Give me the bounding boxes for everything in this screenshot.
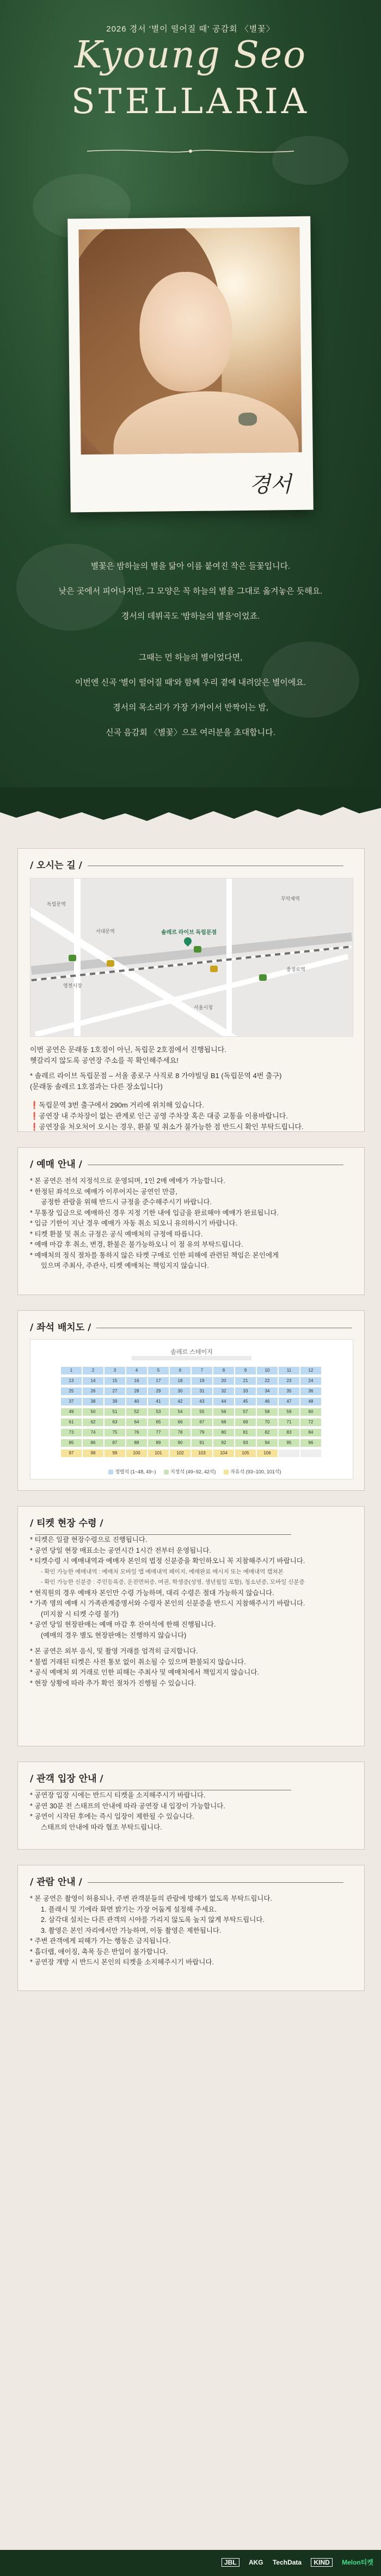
info-line: * 티켓 환불 및 취소 규정은 공식 예매처의 규정에 따릅니다. bbox=[30, 1230, 203, 1238]
seat[interactable]: 93 bbox=[235, 1439, 256, 1447]
info-line: * 현직원의 경우 예매자 본인만 수령 가능하며, 대리 수령은 절대 가능하지 않습니다. bbox=[30, 1589, 274, 1597]
seat[interactable]: 4 bbox=[126, 1367, 147, 1374]
seat[interactable]: 87 bbox=[105, 1439, 125, 1447]
seating-section bbox=[17, 1310, 365, 1491]
intro-line: 경서의 데뷔곡도 '밤하늘의 별을'이었죠. bbox=[121, 612, 260, 621]
seat[interactable]: 32 bbox=[213, 1387, 234, 1395]
venue-address: * 솔레르 라이브 독립문점 – 서울 종로구 사직로 8 가야빌딩 B1 (독립문역 4번 출구) bbox=[30, 1072, 282, 1080]
seat[interactable]: 91 bbox=[192, 1439, 212, 1447]
info-line: * 본 공연은 전석 지정석으로 운영되며, 1인 2매 예매가 가능합니다. bbox=[30, 1177, 225, 1185]
seat[interactable]: 40 bbox=[126, 1398, 147, 1405]
map-label: 서대문역 bbox=[96, 929, 115, 934]
info-line: 공정한 관람을 위해 반드시 규정을 준수해주시기 바랍니다. bbox=[41, 1198, 212, 1206]
seat[interactable]: 97 bbox=[61, 1449, 82, 1457]
seat[interactable]: 84 bbox=[300, 1429, 321, 1436]
seat[interactable] bbox=[300, 1449, 321, 1457]
seat[interactable]: 69 bbox=[235, 1418, 256, 1426]
seat[interactable]: 44 bbox=[213, 1398, 234, 1405]
seat[interactable]: 88 bbox=[126, 1439, 147, 1447]
seat-map[interactable] bbox=[30, 1339, 353, 1479]
seat[interactable]: 12 bbox=[300, 1367, 321, 1374]
reservation-text bbox=[30, 1176, 354, 1272]
seat[interactable]: 35 bbox=[279, 1387, 299, 1395]
seat[interactable]: 76 bbox=[126, 1429, 147, 1436]
info-line: 2. 삼각대 설치는 다른 관객의 시야를 가리지 않도록 높지 않게 부탁드립니다. bbox=[41, 1916, 265, 1924]
intro-line: 낮은 곳에서 피어나지만, 그 모양은 꼭 하늘의 별을 그대로 옮겨놓은 듯해요. bbox=[58, 587, 323, 596]
info-line: (문래동 솔레르 1호점과는 다른 장소입니다) bbox=[30, 1082, 163, 1091]
section-heading: / 관객 입장 안내 / bbox=[30, 1771, 364, 1795]
seat[interactable]: 29 bbox=[148, 1387, 169, 1395]
seat[interactable]: 26 bbox=[83, 1387, 103, 1395]
map-label: 충정로역 bbox=[286, 967, 305, 972]
seat[interactable]: 79 bbox=[192, 1429, 212, 1436]
seat[interactable]: 99 bbox=[105, 1449, 125, 1457]
info-line: * 본 공연은 촬영이 허용되나, 주변 관객분들의 관람에 방해가 없도록 부탁드립니다. bbox=[30, 1895, 273, 1902]
seat[interactable]: 66 bbox=[170, 1418, 190, 1426]
entry-section bbox=[17, 1762, 365, 1850]
seat[interactable]: 78 bbox=[170, 1429, 190, 1436]
legend-swatch bbox=[108, 1470, 113, 1474]
seat[interactable]: 9 bbox=[235, 1367, 256, 1374]
seat[interactable]: 19 bbox=[192, 1377, 212, 1385]
warning-icon: ❗ bbox=[30, 1101, 39, 1109]
seat[interactable]: 62 bbox=[83, 1418, 103, 1426]
ticketing-text bbox=[30, 1535, 354, 1689]
seat[interactable]: 94 bbox=[257, 1439, 278, 1447]
seat[interactable]: 3 bbox=[105, 1367, 125, 1374]
seat[interactable]: 77 bbox=[148, 1429, 169, 1436]
warning-icon: ❗ bbox=[30, 1123, 39, 1131]
station-icon bbox=[107, 960, 114, 967]
venue-map-label: 솔레르 라이브 독립문점 bbox=[161, 930, 217, 936]
map-label: 영천시장 bbox=[63, 983, 82, 988]
seat[interactable]: 46 bbox=[257, 1398, 278, 1405]
seat[interactable]: 105 bbox=[235, 1449, 256, 1457]
section-heading: / 좌석 배치도 / bbox=[30, 1320, 352, 1333]
seat[interactable]: 47 bbox=[279, 1398, 299, 1405]
seat[interactable]: 73 bbox=[61, 1429, 82, 1436]
info-line: * 공연 당일 현장판매는 예매 마감 후 잔여석에 한해 진행됩니다. bbox=[30, 1621, 216, 1628]
seat[interactable]: 86 bbox=[83, 1439, 103, 1447]
polaroid-photo bbox=[67, 216, 314, 513]
entry-text bbox=[30, 1790, 354, 1833]
info-line: * 공연장 개방 시 반드시 본인의 티켓을 소지해주시기 바랍니다. bbox=[30, 1958, 214, 1966]
legend-swatch bbox=[224, 1470, 229, 1474]
seat[interactable]: 38 bbox=[83, 1398, 103, 1405]
directions-text bbox=[30, 1044, 354, 1133]
seat[interactable]: 83 bbox=[279, 1429, 299, 1436]
sponsor-logos bbox=[214, 2558, 373, 2567]
seat[interactable]: 74 bbox=[83, 1429, 103, 1436]
seat[interactable]: 61 bbox=[61, 1418, 82, 1426]
sponsor-logo: AKG bbox=[248, 2559, 263, 2566]
info-subline: - 확인 가능한 예매내역 : 예매처 모바일 앱 예매내역 페이지, 예매완료 메시지 또는 예매내역 캡쳐본 bbox=[41, 1568, 284, 1575]
seat[interactable]: 95 bbox=[279, 1439, 299, 1447]
seat[interactable]: 52 bbox=[126, 1408, 147, 1416]
seat[interactable]: 5 bbox=[148, 1367, 169, 1374]
seat[interactable]: 11 bbox=[279, 1367, 299, 1374]
seat[interactable]: 14 bbox=[83, 1377, 103, 1385]
map-label: 독립문역 bbox=[47, 901, 66, 907]
info-line: * 주변 관객에게 피해가 가는 행동은 금지됩니다. bbox=[30, 1937, 171, 1945]
seat-legend bbox=[30, 1468, 353, 1475]
seat[interactable]: 103 bbox=[192, 1449, 212, 1457]
seat[interactable]: 39 bbox=[105, 1398, 125, 1405]
seat[interactable]: 98 bbox=[83, 1449, 103, 1457]
seat[interactable]: 27 bbox=[105, 1387, 125, 1395]
reservation-section bbox=[17, 1147, 365, 1295]
seat[interactable]: 57 bbox=[235, 1408, 256, 1416]
seat[interactable]: 106 bbox=[257, 1449, 278, 1457]
sponsor-logo: Melon티켓 bbox=[342, 2559, 373, 2566]
ticketing-section bbox=[17, 1506, 365, 1746]
seat[interactable]: 64 bbox=[126, 1418, 147, 1426]
venue-map[interactable] bbox=[30, 878, 353, 1037]
seat[interactable]: 104 bbox=[213, 1449, 234, 1457]
viewing-section bbox=[17, 1865, 365, 1991]
seat[interactable]: 49 bbox=[61, 1408, 82, 1416]
info-line: * 무통장 입금으로 예매하신 경우 지정 기한 내에 입금을 완료해야 예매가 완료됩니다. bbox=[30, 1209, 279, 1217]
seat[interactable]: 101 bbox=[148, 1449, 169, 1457]
seat[interactable]: 100 bbox=[126, 1449, 147, 1457]
intro-line: 이번엔 신곡 '별이 떨어질 때'와 함께 우리 곁에 내려앉은 별이에요. bbox=[75, 678, 306, 687]
artist-signature: 경서 bbox=[249, 472, 292, 497]
seat[interactable]: 17 bbox=[148, 1377, 169, 1385]
info-line: 헷갈리지 않도록 공연장 주소를 꼭 확인해주세요! bbox=[30, 1056, 179, 1065]
info-line: * 불법 거래된 티켓은 사전 통보 없이 취소될 수 있으며 환불되지 않습니다. bbox=[30, 1658, 246, 1666]
seat[interactable]: 21 bbox=[235, 1377, 256, 1385]
seat[interactable]: 92 bbox=[213, 1439, 234, 1447]
info-line: * 한정된 좌석으로 예매가 이루어지는 공연인 만큼, bbox=[30, 1187, 177, 1196]
seat[interactable]: 36 bbox=[300, 1387, 321, 1395]
sponsor-footer bbox=[0, 2550, 381, 2576]
seat[interactable]: 71 bbox=[279, 1418, 299, 1426]
hero-banner bbox=[0, 0, 381, 805]
seat[interactable]: 20 bbox=[213, 1377, 234, 1385]
info-line: (예매의 경우 별도 현장판매는 진행하지 않습니다) bbox=[41, 1631, 187, 1639]
intro-line: 경서의 목소리가 가장 가까이서 반짝이는 밤, bbox=[113, 703, 268, 712]
seat[interactable]: 37 bbox=[61, 1398, 82, 1405]
seat[interactable]: 6 bbox=[170, 1367, 190, 1374]
sponsor-logo: KIND bbox=[311, 2558, 332, 2567]
seat[interactable]: 30 bbox=[170, 1387, 190, 1395]
seat[interactable]: 89 bbox=[148, 1439, 169, 1447]
info-line: * 공연이 시작된 후에는 즉시 입장이 제한될 수 있습니다. bbox=[30, 1813, 194, 1820]
section-heading: / 티켓 현장 수령 / bbox=[30, 1515, 364, 1540]
info-line: 스태프의 안내에 따라 협조 부탁드립니다. bbox=[41, 1823, 162, 1831]
sponsor-logo: JBL bbox=[222, 2558, 239, 2567]
seat[interactable]: 45 bbox=[235, 1398, 256, 1405]
info-line: * 공연장 입장 시에는 반드시 티켓을 소지해주시기 바랍니다. bbox=[30, 1791, 206, 1799]
seat[interactable]: 7 bbox=[192, 1367, 212, 1374]
seat[interactable]: 51 bbox=[105, 1408, 125, 1416]
divider-ornament bbox=[82, 146, 299, 157]
seat[interactable]: 18 bbox=[170, 1377, 190, 1385]
warning-line: 독립문역 3번 출구에서 290m 거리에 위치해 있습니다. bbox=[39, 1101, 204, 1109]
info-line: (미지참 시 티켓 수령 불가) bbox=[41, 1610, 119, 1618]
info-line: 이번 공연은 문래동 1호점이 아닌, 독립문 2호점에서 진행됩니다. bbox=[30, 1046, 226, 1054]
info-line: 있으며 주최사, 주관사, 티켓 예매처는 책임지지 않습니다. bbox=[41, 1262, 209, 1270]
info-line: 3. 촬영은 본인 자리에서만 가능하며, 이동 촬영은 제한됩니다. bbox=[41, 1926, 222, 1934]
seat[interactable] bbox=[279, 1449, 299, 1457]
stage-label: 솔레르 스테이지 bbox=[170, 1349, 213, 1355]
info-line: * 본 공연은 외부 음식, 및 촬영 거래를 엄격히 금지합니다. bbox=[30, 1647, 198, 1655]
map-label: 서울시청 bbox=[194, 1005, 213, 1010]
info-line: * 예매 마감 후 취소, 변경, 환불은 불가능하오니 이 점 유의 부탁드립니다. bbox=[30, 1241, 243, 1248]
warning-icon: ❗ bbox=[30, 1112, 39, 1120]
info-subline: - 확인 가능한 신분증 : 주민등록증, 운전면허증, 여권, 학생증(성명, 생년월일 포함), 청소년증, 모바일 신분증 bbox=[41, 1579, 305, 1585]
legend-label: 지정석 (49~92, 42석) bbox=[170, 1469, 216, 1474]
seat[interactable]: 13 bbox=[61, 1377, 82, 1385]
seat[interactable]: 28 bbox=[126, 1387, 147, 1395]
seat[interactable]: 96 bbox=[300, 1439, 321, 1447]
seat[interactable]: 48 bbox=[300, 1398, 321, 1405]
seat[interactable]: 33 bbox=[235, 1387, 256, 1395]
event-eyebrow: 2026 경서 '별이 떨어질 때' 공감회 〈별꽃〉 bbox=[106, 24, 275, 34]
seat[interactable]: 34 bbox=[257, 1387, 278, 1395]
legend-swatch bbox=[164, 1470, 169, 1474]
seat[interactable]: 68 bbox=[213, 1418, 234, 1426]
station-icon bbox=[259, 974, 267, 981]
seat[interactable]: 55 bbox=[192, 1408, 212, 1416]
seat[interactable]: 63 bbox=[105, 1418, 125, 1426]
map-label: 무악재역 bbox=[281, 896, 300, 901]
legend-label: 자유석 (93~100, 101석) bbox=[230, 1469, 281, 1474]
station-icon bbox=[210, 966, 218, 972]
artist-script-title: Kyoung Seo bbox=[74, 34, 307, 77]
seat[interactable]: 82 bbox=[257, 1429, 278, 1436]
info-line: * 현장 상황에 따라 추가 확인 절차가 진행될 수 있습니다. bbox=[30, 1679, 196, 1687]
stage-block bbox=[132, 1356, 251, 1360]
seat[interactable]: 58 bbox=[257, 1408, 278, 1416]
viewing-text bbox=[30, 1894, 354, 1968]
seat[interactable]: 2 bbox=[83, 1367, 103, 1374]
intro-line: 그때는 먼 하늘의 별이었다면, bbox=[138, 653, 243, 662]
section-heading: / 관람 안내 / bbox=[30, 1874, 343, 1888]
seat[interactable]: 23 bbox=[279, 1377, 299, 1385]
info-line: * 흡더랩, 애이징, 촉목 등은 반입이 불가합니다. bbox=[30, 1947, 168, 1956]
station-icon bbox=[194, 946, 201, 953]
sponsor-logo: TechData bbox=[272, 2559, 302, 2566]
torn-paper-edge bbox=[0, 787, 381, 831]
seat[interactable]: 90 bbox=[170, 1439, 190, 1447]
info-line: * 입금 기한이 지난 경우 예매가 자동 취소 되오니 유의하시기 바랍니다. bbox=[30, 1219, 238, 1227]
warning-line: 공연장을 처오처어 오시는 경우, 환불 및 취소가 불가능한 점 반드시 확인 부탁드립니다. bbox=[39, 1123, 304, 1131]
seat[interactable]: 67 bbox=[192, 1418, 212, 1426]
seat[interactable]: 81 bbox=[235, 1429, 256, 1436]
info-line: * 티켓은 일괄 현장수령으로 진행됩니다. bbox=[30, 1536, 148, 1544]
seat[interactable]: 70 bbox=[257, 1418, 278, 1426]
seat[interactable]: 102 bbox=[170, 1449, 190, 1457]
seat[interactable]: 60 bbox=[300, 1408, 321, 1416]
seat[interactable]: 42 bbox=[170, 1398, 190, 1405]
seat[interactable]: 65 bbox=[148, 1418, 169, 1426]
artist-photo bbox=[78, 227, 302, 455]
station-icon bbox=[69, 955, 76, 961]
intro-text bbox=[0, 560, 381, 751]
seat[interactable]: 22 bbox=[257, 1377, 278, 1385]
seat[interactable]: 85 bbox=[61, 1439, 82, 1447]
venue-pin-icon bbox=[182, 936, 193, 947]
info-line: * 티켓수령 시 예매내역과 예매자 본인의 법정 신분증을 확인하오니 꼭 지참해주시기 바랍니다. bbox=[30, 1557, 305, 1565]
seat[interactable]: 1 bbox=[61, 1367, 82, 1374]
info-line: * 공식 예매처 외 거래로 인한 피해는 주최사 및 예매처에서 책임지지 않습니다. bbox=[30, 1669, 259, 1676]
seat[interactable]: 59 bbox=[279, 1408, 299, 1416]
section-heading: / 오시는 길 / bbox=[30, 857, 343, 871]
intro-line: 신곡 음감회 〈별꽃〉으로 여러분을 초대합니다. bbox=[106, 728, 275, 737]
seat[interactable]: 15 bbox=[105, 1377, 125, 1385]
event-title: STELLARIA bbox=[71, 82, 310, 122]
directions-section bbox=[17, 848, 365, 1132]
intro-line: 별꽃은 밤하늘의 별을 닮아 이름 붙여진 작은 들꽃입니다. bbox=[90, 562, 291, 571]
legend-label: 정렬석 (1~48, 49~) bbox=[115, 1469, 156, 1474]
info-line: * 가족 명의 예매 시 가족관계증명서와 수령자 본인의 신분증을 반드시 지참해주시기 바랍니다. bbox=[30, 1600, 305, 1607]
seat[interactable]: 72 bbox=[300, 1418, 321, 1426]
warning-line: 공연장 내 주차장이 없는 관계로 인근 공영 주차장 혹은 대중 교통을 이용바랍니다. bbox=[39, 1112, 288, 1120]
seat[interactable]: 16 bbox=[126, 1377, 147, 1385]
seat[interactable]: 10 bbox=[257, 1367, 278, 1374]
seat[interactable]: 25 bbox=[61, 1387, 82, 1395]
seat[interactable]: 53 bbox=[148, 1408, 169, 1416]
seat[interactable]: 31 bbox=[192, 1387, 212, 1395]
seat[interactable]: 75 bbox=[105, 1429, 125, 1436]
seat[interactable]: 50 bbox=[83, 1408, 103, 1416]
info-line: 1. 플래시 및 기에라 화면 밝기는 가장 어둡게 설정해 주세요. bbox=[41, 1905, 217, 1913]
seat[interactable]: 80 bbox=[213, 1429, 234, 1436]
seat[interactable]: 8 bbox=[213, 1367, 234, 1374]
seat[interactable]: 54 bbox=[170, 1408, 190, 1416]
section-heading: / 예매 안내 / bbox=[30, 1156, 343, 1170]
seat[interactable]: 41 bbox=[148, 1398, 169, 1405]
info-line: * 예매처의 정식 절차를 통하지 않은 타켓 구매로 인한 피해에 관련된 책임은 본인에게 bbox=[30, 1251, 279, 1259]
info-line: * 공연 30분 전 스태프의 안내에 따라 공연장 내 입장이 가능합니다. bbox=[30, 1802, 225, 1810]
info-line: * 공연 당일 현장 매표소는 공연시간 1시간 전부터 운영됩니다. bbox=[30, 1546, 211, 1554]
seat[interactable]: 43 bbox=[192, 1398, 212, 1405]
seat[interactable]: 24 bbox=[300, 1377, 321, 1385]
seat[interactable]: 56 bbox=[213, 1408, 234, 1416]
